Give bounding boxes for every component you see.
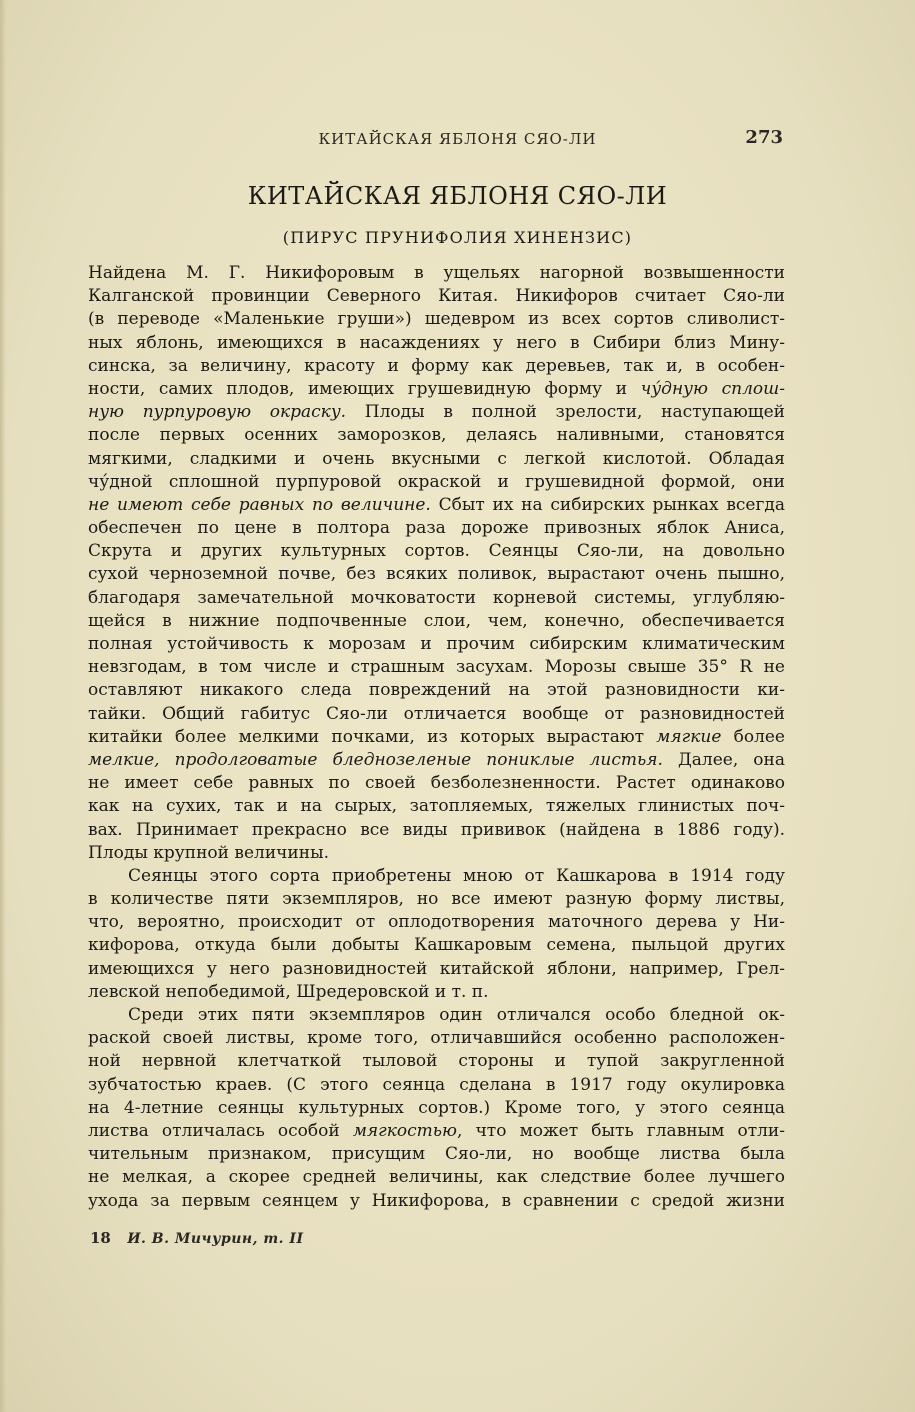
text-run: не имеет себе равных по своей безболезненности. Растет одинаково (88, 773, 785, 794)
text-line (88, 587, 785, 610)
text-run: раской своей листвы, кроме того, отличавшийся особенно расположен- (88, 1028, 785, 1049)
text-line (88, 656, 785, 679)
page-number: 273 (745, 127, 783, 148)
article-body (88, 262, 785, 1213)
italic-run: ную пурпуровую окраску. (88, 402, 347, 423)
text-run: оставляют никакого следа повреждений на этой разновидности ки- (88, 680, 785, 701)
text-run: Среди этих пяти экземпляров один отличался особо бледной ок- (128, 1005, 785, 1025)
text-line (88, 772, 785, 795)
text-run: обеспечен по цене в полтора раза дороже привозных яблок Аниса, (88, 518, 785, 539)
text-line (88, 958, 785, 981)
text-run: листва отличалась особой (88, 1120, 353, 1141)
text-run: зубчатостью краев. (С этого сеянца сделана в 1917 году окулировка (88, 1074, 785, 1095)
text-line (88, 865, 785, 888)
text-run: мягкими, сладкими и очень вкусными с легкой кислотой. Обладая (88, 448, 785, 469)
text-run: Найдена М. Г. Никифоровым в ущельях нагорной возвышенности (88, 263, 785, 283)
running-title: КИТАЙСКАЯ ЯБЛОНЯ СЯО-ЛИ (318, 130, 597, 148)
text-line (88, 679, 785, 702)
text-line (88, 1050, 785, 1073)
text-line (88, 749, 785, 772)
text-line (88, 401, 785, 424)
article-subtitle: (ПИРУС ПРУНИФОЛИЯ ХИНЕНЗИС) (282, 228, 633, 247)
text-run: чительным признаком, присущим Сяо-ли, но вообще листва была (88, 1144, 785, 1165)
footer-reference: И. В. Мичурин, т. II (127, 1231, 304, 1247)
text-run: левской непобедимой, Шредеровской и т. п. (88, 981, 489, 1002)
text-run: как на сухих, так и на сырых, затопляемых, тяжелых глинистых поч- (88, 796, 785, 817)
text-run: чу́дной сплошной пурпуровой окраской и грушевидной формой, они (88, 471, 785, 492)
text-line (88, 934, 785, 957)
article-title: КИТАЙСКАЯ ЯБЛОНЯ СЯО-ЛИ (247, 182, 668, 210)
text-run: , что может быть главным отли- (457, 1120, 785, 1141)
text-line (88, 819, 785, 842)
italic-run: не имеют себе равных по величине. (88, 494, 431, 515)
text-run: благодаря замечательной мочковатости корневой системы, углубляю- (88, 587, 785, 608)
text-run: (в переводе «Маленькие груши») шедевром из всех сортов сливолист- (88, 309, 785, 330)
text-line (88, 378, 785, 401)
italic-run: мягкие (656, 726, 722, 747)
text-line (88, 355, 785, 378)
text-line (88, 308, 785, 331)
text-line (88, 1120, 785, 1143)
italic-run: мягкостью (352, 1120, 458, 1141)
text-line (88, 1166, 785, 1189)
text-run: вах. Принимает прекрасно все виды прививок (найдена в 1886 году). (88, 819, 785, 840)
text-run: Калганской провинции Северного Китая. Никифоров считает Сяо-ли (88, 286, 785, 307)
text-line (88, 262, 785, 285)
text-run: на 4-летние сеянцы культурных сортов.) Кроме того, у этого сеянца (88, 1097, 785, 1118)
text-run: Сбыт их на сибирских рынках всегда (430, 494, 785, 515)
text-run: Скрута и других культурных сортов. Сеянцы Сяо-ли, на довольно (88, 541, 785, 562)
text-line (88, 888, 785, 911)
text-run: Сеянцы этого сорта приобретены мною от Кашкарова в 1914 году (128, 865, 785, 886)
text-line (88, 517, 785, 540)
text-run: Плоды крупной величины. (88, 842, 329, 863)
text-line (88, 332, 785, 355)
text-line (88, 842, 785, 865)
text-run: тайки. Общий габитус Сяо-ли отличается вообще от разновидностей (88, 703, 785, 724)
text-line (88, 1097, 785, 1120)
text-run: полная устойчивость к морозам и прочим сибирским климатическим (88, 634, 785, 654)
text-line (88, 1027, 785, 1050)
text-line (88, 448, 785, 471)
italic-run: чу́дную сплош- (640, 378, 785, 399)
text-run: ности, самих плодов, имеющих грушевидную форму и (88, 378, 641, 399)
text-line (88, 1190, 785, 1213)
text-line (88, 1004, 785, 1027)
text-line (88, 494, 785, 517)
text-run: синска, за величину, красоту и форму как деревьев, так и, в особен- (88, 355, 785, 376)
text-run: ной нервной клетчаткой тыловой стороны и тупой закругленной (88, 1051, 785, 1072)
text-line (88, 610, 785, 633)
text-run: что, вероятно, происходит от оплодотворения маточного дерева у Ни- (88, 912, 785, 933)
text-run: ных яблонь, имеющихся в насаждениях у него в Сибири близ Мину- (88, 332, 785, 353)
text-run: имеющихся у него разновидностей китайской яблони, например, Грел- (88, 958, 785, 979)
text-run: после первых осенних заморозков, делаясь наливными, становятся (88, 425, 785, 446)
text-line (88, 703, 785, 726)
text-run: сухой черноземной почве, без всяких поливок, вырастают очень пышно, (88, 564, 785, 585)
text-run: невзгодам, в том числе и страшным засухам. Морозы свыше 35° R не (88, 657, 785, 678)
text-line (88, 911, 785, 934)
signature-mark: 18 (90, 1229, 111, 1247)
text-run: более (721, 726, 785, 747)
text-run: не мелкая, а скорее средней величины, как следствие более лучшего (88, 1167, 785, 1188)
text-run: Плоды в полной зрелости, наступающей (346, 402, 785, 423)
italic-run: мелкие, продолговатые бледнозеленые пониклые листья. (88, 749, 663, 770)
text-run: китайки более мелкими почками, из которых вырастают (88, 726, 657, 747)
page-edge-shadow (0, 0, 6, 1412)
text-line (88, 471, 785, 494)
text-line (88, 285, 785, 308)
text-line (88, 633, 785, 656)
text-run: в количестве пяти экземпляров, но все имеют разную форму листвы, (88, 889, 785, 910)
text-run: щейся в нижние подпочвенные слои, чем, конечно, обеспечивается (88, 610, 785, 631)
text-run: кифорова, откуда были добыты Кашкаровым семена, пыльцой других (88, 935, 785, 956)
text-run: Далее, она (662, 749, 785, 770)
text-line (88, 795, 785, 818)
text-line (88, 726, 785, 749)
text-line (88, 424, 785, 447)
page-footer (90, 1229, 304, 1247)
text-line (88, 563, 785, 586)
text-line (88, 981, 785, 1004)
text-line (88, 540, 785, 563)
text-line (88, 1074, 785, 1097)
text-run: ухода за первым сеянцем у Никифорова, в сравнении с средой жизни (88, 1190, 785, 1211)
text-line (88, 1143, 785, 1166)
